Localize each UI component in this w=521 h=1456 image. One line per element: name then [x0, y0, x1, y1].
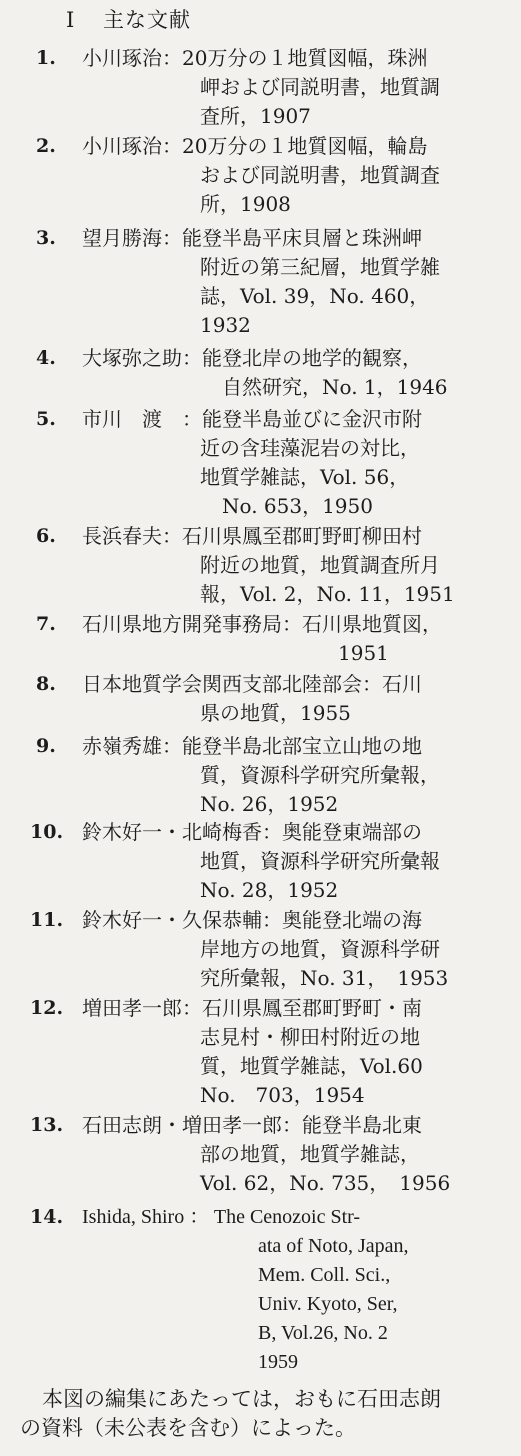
reference-line: No. 28，1952 [200, 878, 339, 902]
reference-line: 部の地質，地質学雑誌， [200, 1142, 420, 1166]
reference-number: 2. [36, 135, 56, 157]
reference-number: 12. [30, 997, 64, 1019]
reference-number: 10. [30, 821, 64, 843]
reference-line: 質，資源科学研究所彙報， [200, 763, 440, 787]
reference-line: 志見村・柳田村附近の地 [200, 1025, 420, 1049]
reference-line: 附近の地質，地質調査所月 [200, 553, 440, 577]
reference-line: 望月勝海：能登半島平床貝層と珠洲岬 [82, 226, 422, 250]
reference-line: No. 653，1950 [222, 494, 373, 518]
reference-line: 報，Vol. 2，No. 11，1951 [200, 582, 455, 606]
section-title: 主な文献 [102, 8, 191, 32]
reference-line: および同説明書，地質調査 [200, 163, 440, 187]
reference-line: 鈴木好一・久保恭輔：奥能登北端の海 [82, 908, 422, 932]
note-line: の資料（未公表を含む）によった。 [20, 1416, 356, 1440]
reference-number: 1. [36, 47, 56, 69]
reference-line: 自然研究，No. 1，1946 [222, 375, 448, 399]
reference-line: 長浜春夫：石川県鳳至郡町野町柳田村 [82, 524, 422, 548]
reference-line: Univ. Kyoto, Ser, [258, 1293, 398, 1315]
reference-number: 5. [36, 408, 56, 430]
reference-line: 小川琢治：20万分の１地質図幅，輪島 [82, 134, 428, 158]
reference-line: 地質，資源科学研究所彙報 [200, 849, 440, 873]
reference-line: Ishida, Shiro ： The Cenozoic Str- [82, 1206, 361, 1228]
reference-number: 13. [30, 1114, 64, 1136]
reference-line: 鈴木好一・北崎梅香：奥能登東端部の [82, 820, 422, 844]
reference-line: 所，1908 [200, 192, 291, 216]
section-numeral: I [66, 8, 76, 32]
reference-line: 近の含珪藻泥岩の対比， [200, 436, 420, 460]
reference-line: 地質学雑誌，Vol. 56， [200, 465, 410, 489]
reference-line: 査所，1907 [200, 104, 311, 128]
reference-line: 質，地質学雑誌，Vol.60 [200, 1054, 423, 1078]
reference-number: 11. [30, 909, 64, 931]
reference-line: 県の地質，1955 [200, 701, 351, 725]
reference-line: 1932 [200, 313, 251, 337]
reference-line: 赤嶺秀雄：能登半島北部宝立山地の地 [82, 734, 422, 758]
reference-line: Mem. Coll. Sci., [258, 1264, 391, 1286]
reference-line: 1951 [338, 641, 389, 665]
reference-line: 石川県地方開発事務局：石川県地質図， [82, 612, 442, 636]
reference-number: 8. [36, 673, 56, 695]
reference-line: B, Vol.26, No. 2 [258, 1322, 388, 1344]
reference-line: No. 26，1952 [200, 792, 339, 816]
reference-line: 小川琢治：20万分の１地質図幅，珠洲 [82, 46, 428, 70]
reference-line: 石田志朗・増田孝一郎：能登半島北東 [82, 1113, 422, 1137]
reference-line: No. 703，1954 [200, 1083, 365, 1107]
reference-line: 究所彙報，No. 31， 1953 [200, 966, 449, 990]
reference-line: 市川 渡 ：能登半島並びに金沢市附 [82, 407, 422, 431]
reference-number: 7. [36, 613, 56, 635]
reference-line: 岸地方の地質，資源科学研 [200, 937, 440, 961]
reference-line: 日本地質学会関西支部北陸部会：石川 [82, 672, 422, 696]
section-heading [66, 4, 191, 34]
reference-number: 6. [36, 525, 56, 547]
reference-line: 附近の第三紀層，地質学雑 [200, 255, 440, 279]
reference-number: 4. [36, 347, 56, 369]
reference-line: 岬および同説明書，地質調 [200, 75, 440, 99]
reference-line: 1959 [258, 1351, 298, 1373]
reference-line: 誌，Vol. 39，No. 460， [200, 284, 430, 308]
reference-line: 増田孝一郎：石川県鳳至郡町野町・南 [82, 996, 422, 1020]
note-line: 本図の編集にあたっては，おもに石田志朗 [42, 1387, 441, 1411]
reference-line: Vol. 62，No. 735， 1956 [200, 1171, 451, 1195]
reference-number: 3. [36, 227, 56, 249]
reference-line: 大塚弥之助：能登北岸の地学的観察， [82, 346, 422, 370]
reference-line: ata of Noto, Japan, [258, 1235, 409, 1257]
reference-number: 9. [36, 735, 56, 757]
reference-number: 14. [30, 1206, 64, 1228]
